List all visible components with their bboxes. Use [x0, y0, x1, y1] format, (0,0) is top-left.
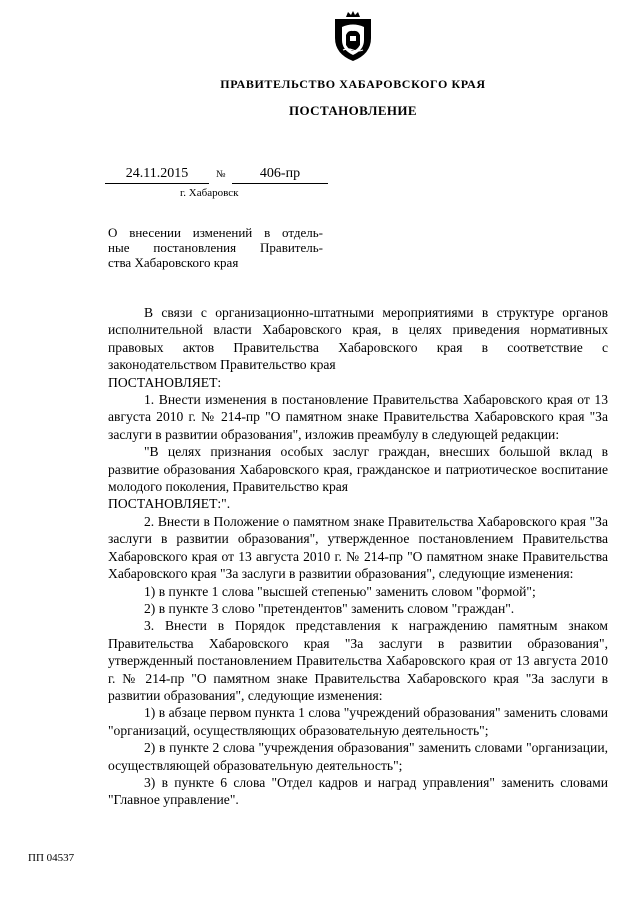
document-date: 24.11.2015 [105, 165, 209, 184]
coat-of-arms-icon [331, 10, 375, 62]
paragraph: ПОСТАНОВЛЯЕТ: [108, 374, 222, 390]
document-type: ПОСТАНОВЛЕНИЕ [288, 103, 418, 118]
document-body [108, 304, 608, 809]
paragraph: 1) в абзаце первом пункта 1 слова "учреждений образования" заменить словами "организаций, осуществляющих образовательную деятельность"; [108, 705, 608, 738]
paragraph: 2. Внести в Положение о памятном знаке Правительства Хабаровского края "За заслуги в развитии образования", утвержденное постановлением Правительства Хабаровского края от 13 августа 2010 г. № 214-пр "О памятном знаке Правительства Хабаровского края "За заслуги в развитии образования", следующие изменения: [108, 513, 608, 582]
paragraph: "В целях признания особых заслуг граждан, внесших большой вклад в развитие образования Хабаровского края, гражданское и патриотическое воспитание молодого поколения, Правительство края [108, 444, 608, 495]
document-number: 406-пр [232, 165, 328, 184]
paragraph: 2) в пункте 2 слова "учреждения образования" заменить словами "организации, осуществляющей образовательную деятельность"; [108, 740, 608, 773]
paragraph: ПОСТАНОВЛЯЕТ:". [108, 496, 231, 512]
number-sign: № [216, 169, 226, 180]
government-title: ПРАВИТЕЛЬСТВО ХАБАРОВСКОГО КРАЯ [220, 77, 486, 91]
paragraph: 3. Внести в Порядок представления к награждению памятным знаком Правительства Хабаровского края "За заслуги в развитии образования", утвержденный постановлением Правительства Хабаровского края от 13 августа 2010 г. № 214-пр "О памятном знаке Правительства Хабаровского края "За заслуги в развитии образования", следующие изменения: [108, 618, 608, 703]
document-subject [108, 225, 323, 270]
footer-code: ПП 04537 [28, 852, 75, 864]
paragraph: В связи с организационно-штатными мероприятиями в структуре органов исполнительной власти Хабаровского края, в целях приведения нормативных правовых актов Правительства Хабаровского края в соответствие с законодательством Правительство края [108, 305, 608, 373]
paragraph: 1) в пункте 1 слова "высшей степенью" заменить словом "формой"; [144, 583, 536, 599]
paragraph: 1. Внести изменения в постановление Правительства Хабаровского края от 13 августа 2010 г. № 214-пр "О памятном знаке Правительства Хабаровского края "За заслуги в развитии образования", изложив преамбулу в следующей редакции: [108, 392, 608, 442]
date-number-row [105, 165, 335, 185]
subject-line: ства Хабаровского края [108, 255, 239, 270]
subject-line: О внесении изменений в отдель- [108, 225, 323, 240]
paragraph: 3) в пункте 6 слова "Отдел кадров и наград управления" заменить словами "Главное управление". [108, 774, 608, 808]
city: г. Хабаровск [180, 187, 239, 199]
paragraph: 2) в пункте 3 слово "претендентов" заменить словом "граждан". [144, 600, 515, 616]
subject-line: ные постановления Правитель- [108, 240, 323, 255]
